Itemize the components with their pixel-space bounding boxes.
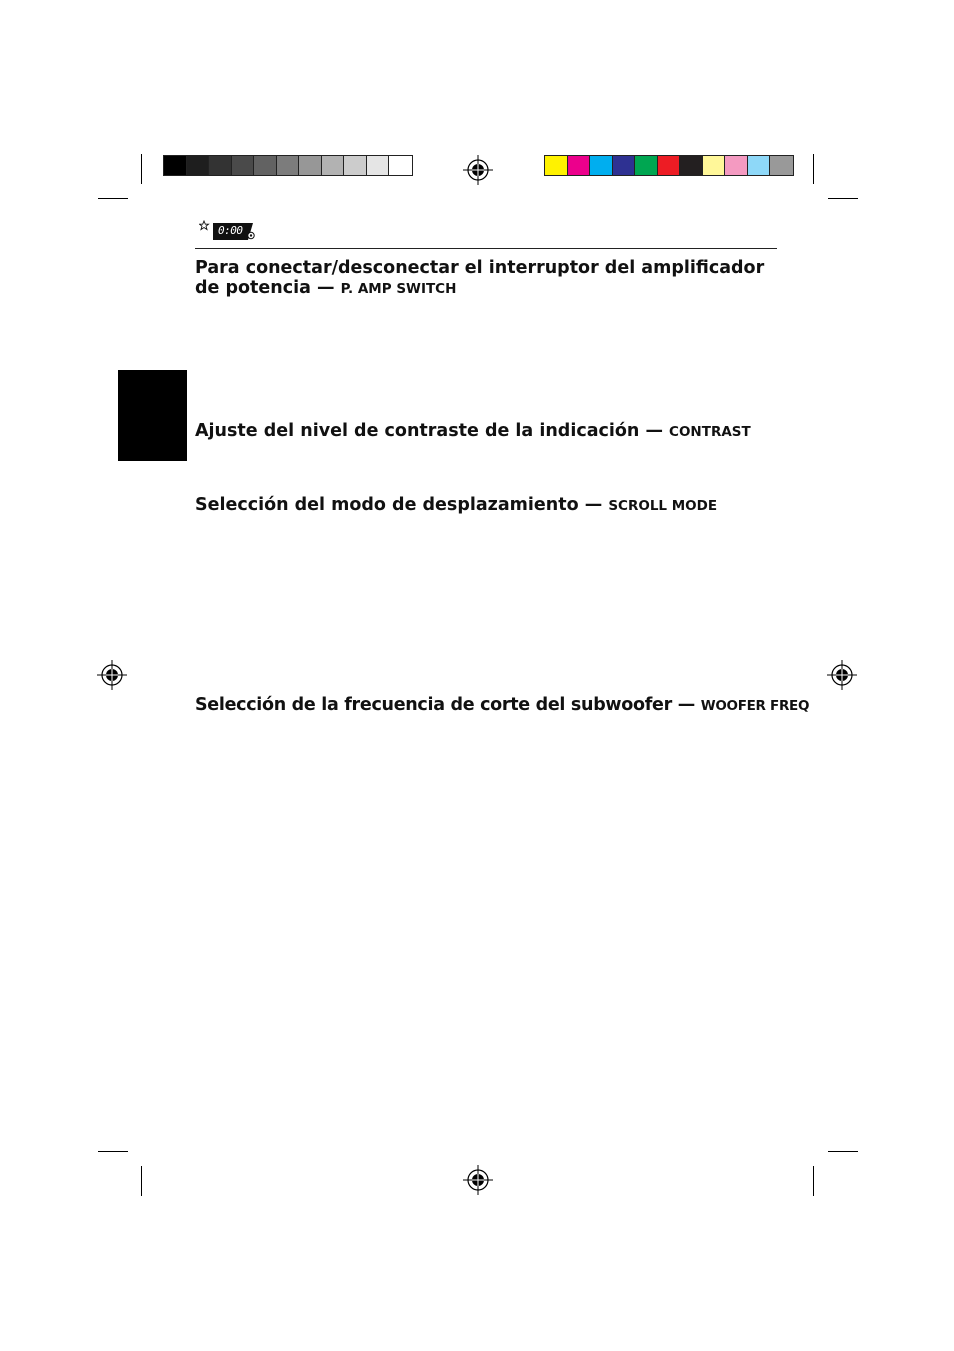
color-swatch	[277, 156, 300, 175]
section-title: Selección de la frecuencia de corte del subwoofer —	[195, 695, 695, 715]
color-swatch	[590, 156, 613, 175]
registration-mark-icon	[827, 660, 857, 690]
crop-mark	[813, 154, 814, 184]
clock-settings-icon	[199, 220, 257, 242]
color-swatch	[344, 156, 367, 175]
section-heading-contrast	[195, 421, 795, 442]
color-swatch	[658, 156, 681, 175]
crop-mark	[141, 1166, 142, 1196]
crop-mark	[98, 1151, 128, 1152]
color-swatch	[613, 156, 636, 175]
color-swatch	[770, 156, 793, 175]
header-rule	[195, 248, 777, 249]
process-color-bar	[544, 155, 794, 176]
section-heading-amp-switch	[195, 258, 785, 299]
section-code: P. AMP SWITCH	[340, 281, 457, 297]
color-swatch	[725, 156, 748, 175]
color-swatch	[322, 156, 345, 175]
color-swatch	[187, 156, 210, 175]
color-swatch	[232, 156, 255, 175]
section-title: Para conectar/desconectar el interruptor del amplificador de potencia —	[195, 258, 765, 298]
section-title: Selección del modo de desplazamiento —	[195, 495, 603, 515]
language-tab	[118, 370, 187, 461]
registration-mark-icon	[97, 660, 127, 690]
section-title: Ajuste del nivel de contraste de la indicación —	[195, 421, 663, 441]
color-swatch	[299, 156, 322, 175]
color-swatch	[367, 156, 390, 175]
registration-mark-icon	[463, 155, 493, 185]
section-code: WOOFER FREQ	[700, 698, 810, 714]
section-heading-woofer-freq	[195, 695, 815, 716]
crop-mark	[828, 1151, 858, 1152]
color-swatch	[635, 156, 658, 175]
section-code: CONTRAST	[669, 424, 751, 440]
crop-mark	[828, 198, 858, 199]
color-swatch	[389, 156, 412, 175]
crop-mark	[98, 198, 128, 199]
crop-mark	[141, 154, 142, 184]
grayscale-color-bar	[163, 155, 413, 176]
color-swatch	[254, 156, 277, 175]
section-code: SCROLL MODE	[608, 498, 718, 514]
color-swatch	[164, 156, 187, 175]
registration-mark-icon	[463, 1165, 493, 1195]
color-swatch	[545, 156, 568, 175]
crop-mark	[813, 1166, 814, 1196]
color-swatch	[703, 156, 726, 175]
color-swatch	[209, 156, 232, 175]
color-swatch	[748, 156, 771, 175]
color-swatch	[568, 156, 591, 175]
clock-display: 0:00	[218, 224, 243, 237]
section-heading-scroll-mode	[195, 495, 795, 516]
color-swatch	[680, 156, 703, 175]
